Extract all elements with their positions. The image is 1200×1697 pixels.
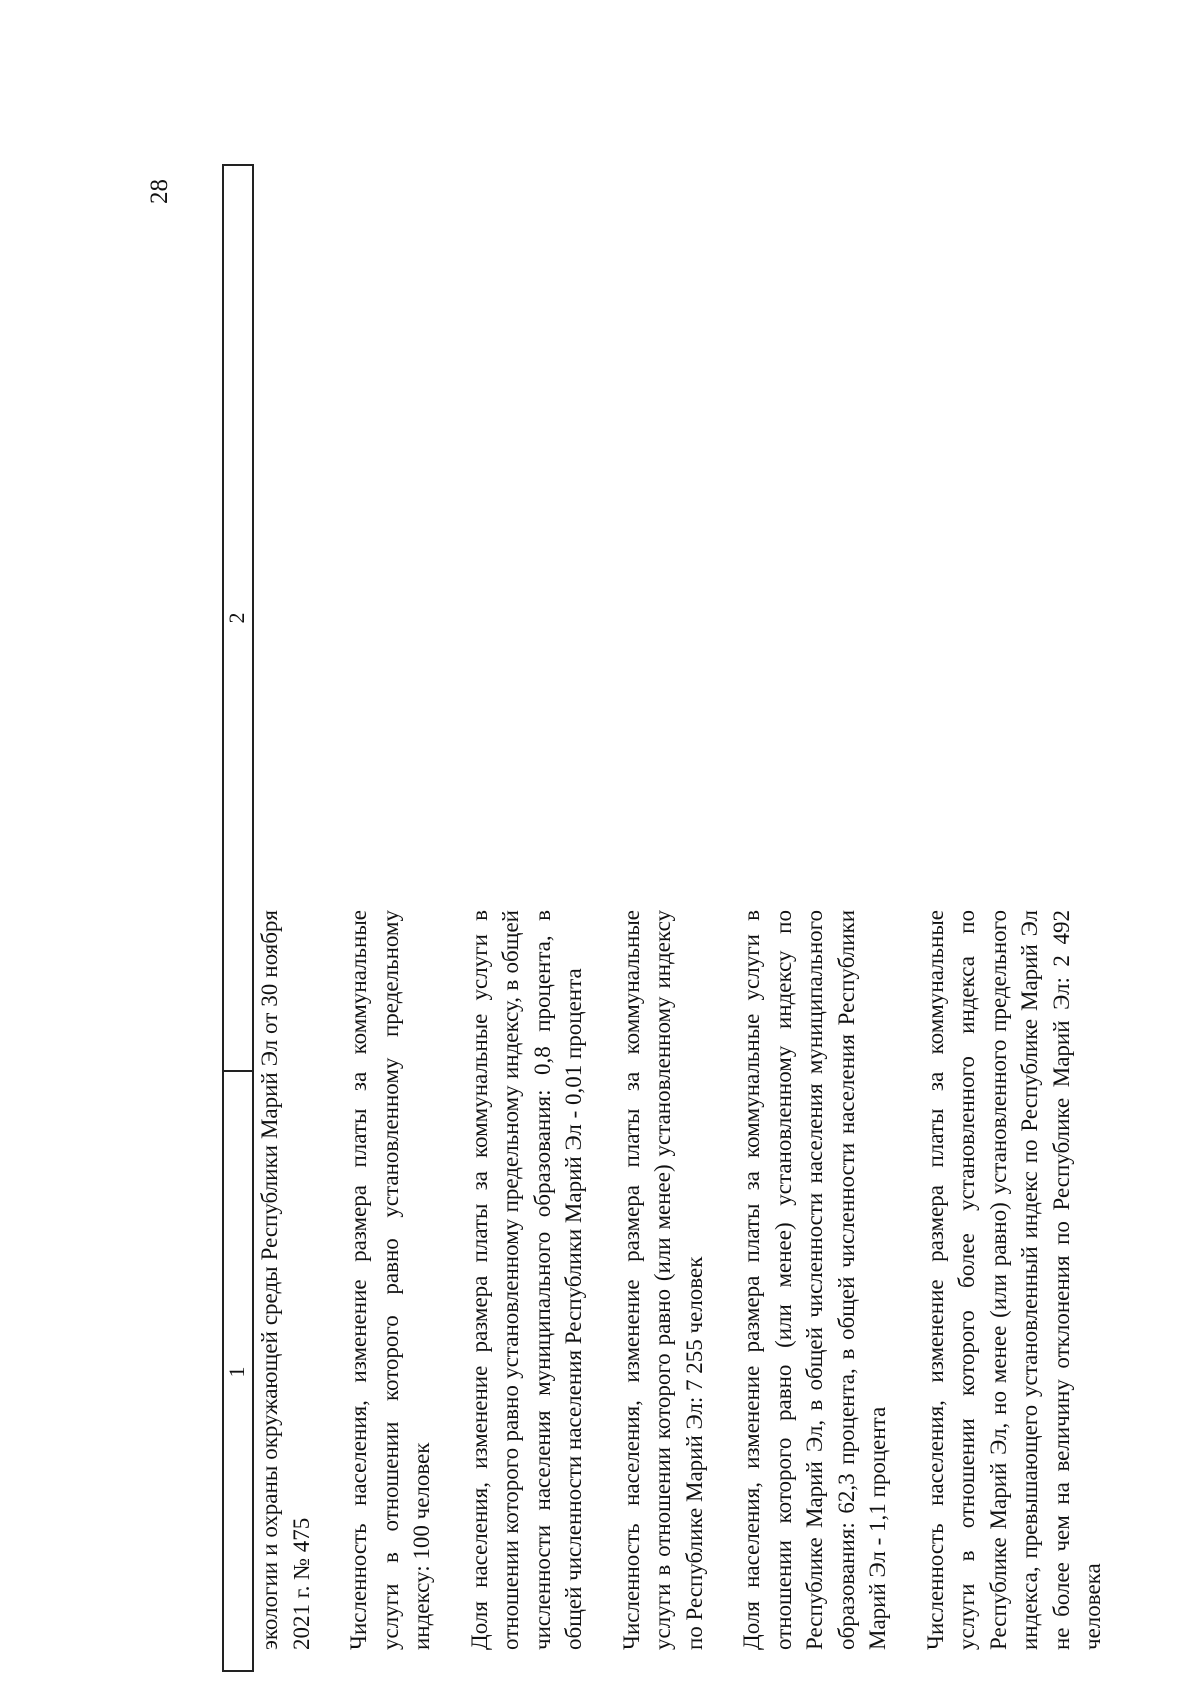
- paragraph-population-below-index: Численность населения, изменение размера платы за коммунальные услуги в отношении которого равно (или менее) установленному индексу по Республике Марий Эл: 7 255 человек: [618, 910, 707, 1650]
- page-number: 28: [146, 179, 173, 204]
- column-1-header: 1: [224, 1366, 249, 1378]
- paragraph-share-equal-limit: Доля населения, изменение размера платы за коммунальные услуги в отношении которого равно установленному предельному индексу, в общей численности населения муниципального образования: 0,8 процента, в общей численности населения Республики Марий Эл - 0,01 процента: [466, 910, 586, 1650]
- paragraph-population-equal-limit: Численность населения, изменение размера платы за коммунальные услуги в отношении которого равно установленному предельному индексу: 100 человек: [346, 910, 434, 1650]
- column-2-content: [254, 910, 1135, 1650]
- rotated-page: [146, 164, 1105, 1672]
- paragraph-population-above-index: Численность населения, изменение размера платы за коммунальные услуги в отношении которого более установленного индекса по Республике Марий Эл, но менее (или равно) установленного предельного индекса, превышающего установленный индекс по Республике Марий Эл не более чем на величину отклонения по Республике Марий Эл: 2 492 человека: [922, 910, 1105, 1650]
- paragraph-decree-reference: экологии и охраны окружающей среды Республики Марий Эл от 30 ноября 2021 г. № 475: [257, 910, 314, 1650]
- column-2-header: 2: [224, 612, 249, 624]
- paragraph-share-below-index: Доля населения, изменение размера платы за коммунальные услуги в отношении которого равно (или менее) установленному индексу по Республике Марий Эл, в общей численности населения муниципального образования: 62,3 процента, в общей численности населения Республики Марий Эл - 1,1 процента: [739, 910, 890, 1650]
